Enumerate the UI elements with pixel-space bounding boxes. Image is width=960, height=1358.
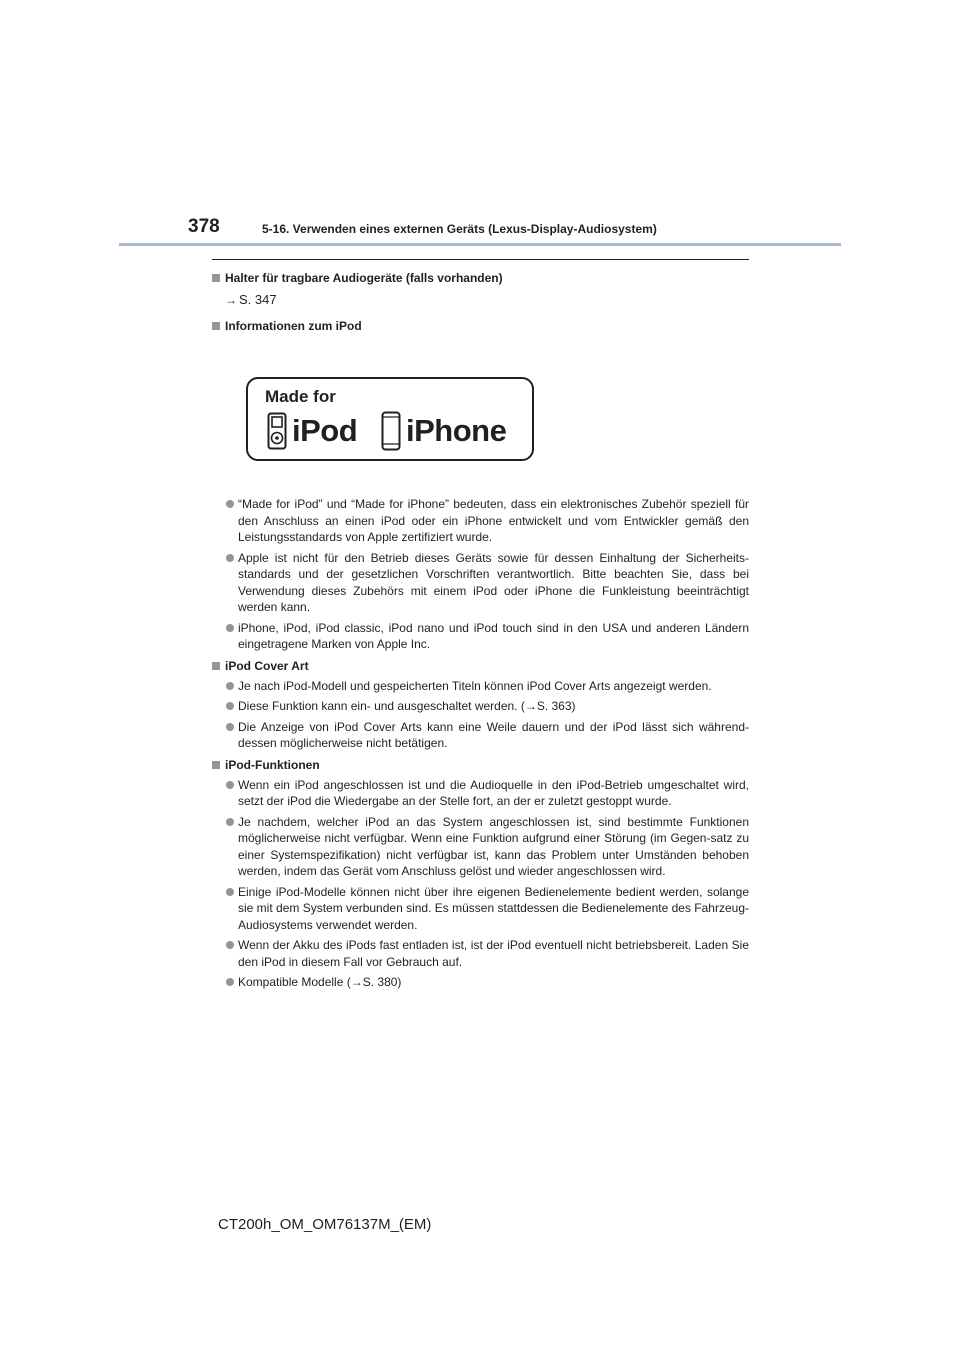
section-heading-holder <box>212 270 749 286</box>
square-bullet-icon <box>212 274 220 282</box>
list-item-text: iPhone, iPod, iPod classic, iPod nano und iPod touch sind in den USA und anderen Ländern eingetragene Marken von Apple Inc. <box>238 620 749 651</box>
logo-ipod-text: iPod <box>292 413 358 448</box>
section-heading-text: iPod-Funktionen <box>225 757 320 772</box>
square-bullet-icon <box>212 761 220 769</box>
list-item-text: Apple ist nicht für den Betrieb dieses Geräts sowie für dessen Einhaltung der Sicherheits-standards und der gesetzlichen Vorschriften verantwortlich. Bitte beachten Sie, dass bei Verwendung dieses Zubehörs mit einem iPod oder iPhone die Funkleistung beeinträchtigt werden kann. <box>238 550 749 614</box>
made-for-ipod-iphone-logo <box>246 377 534 461</box>
list-item-text: Wenn der Akku des iPods fast entladen ist, ist der iPod eventuell nicht betriebsbereit. Laden Sie den iPod in diesem Fall vor Gebrauch auf. <box>238 938 749 969</box>
page-reference-text: S. 347 <box>239 292 277 307</box>
list-item <box>226 678 749 695</box>
section-cover-art <box>212 658 749 752</box>
list-item-text: Je nachdem, welcher iPod an das System angeschlossen ist, sind bestimmte Funktionen möglicherweise nicht verfügbar. Wenn eine Funktion aufgrund einer Störung (im Gegen-satz zu einer Systemspezifikation) nicht verfügbar ist, kann das Problem unter Umständen behoben werden, indem das Gerät vom Anschluss gelöst und wieder angeschlossen wird. <box>238 814 749 878</box>
list-item <box>226 884 749 934</box>
bullet-list <box>212 496 749 653</box>
section-heading-ipod-functions <box>212 757 749 773</box>
list-item <box>226 937 749 970</box>
section-ipod-info <box>212 318 749 653</box>
round-bullet-icon <box>226 682 234 690</box>
list-item[interactable] <box>226 698 749 715</box>
list-item-text: Die Anzeige von iPod Cover Arts kann eine Weile dauern und der iPod lässt sich während-dessen möglicherweise nicht betätigen. <box>238 719 749 750</box>
list-item <box>226 777 749 810</box>
list-item <box>226 719 749 752</box>
list-item-text: Kompatible Modelle (→S. 380) <box>238 975 402 989</box>
round-bullet-icon <box>226 554 234 562</box>
header-rule <box>119 243 841 246</box>
round-bullet-icon <box>226 781 234 789</box>
list-item[interactable] <box>226 974 749 991</box>
list-item-text: Je nach iPod-Modell und gespeicherten Titeln können iPod Cover Arts angezeigt werden. <box>238 678 712 693</box>
list-item-text: “Made for iPod” und “Made for iPhone” bedeuten, dass ein elektronisches Zubehör speziell für den Anschluss an einen iPod oder ein iPhone entwickelt und vom Entwickler gemäß den Leistungsstandards von Apple zertifiziert wurde. <box>238 497 749 544</box>
section-heading-text: Informationen zum iPod <box>225 319 362 333</box>
bullet-list <box>212 777 749 991</box>
round-bullet-icon <box>226 818 234 826</box>
logo-caption: Made for <box>265 387 336 406</box>
list-item-text: Diese Funktion kann ein- und ausgeschaltet werden. (→S. 363) <box>238 699 576 713</box>
document-code: CT200h_OM_OM76137M_(EM) <box>218 1216 432 1233</box>
content <box>212 259 749 991</box>
list-item <box>226 550 749 616</box>
page-number: 378 <box>188 216 220 237</box>
section-heading-text: Halter für tragbare Audiogeräte (falls vorhanden) <box>225 271 503 285</box>
round-bullet-icon <box>226 500 234 508</box>
list-item-text: Einige iPod-Modelle können nicht über ihre eigenen Bedienelemente bedient werden, solange sie mit dem System verbunden sind. Es müssen stattdessen die Bedienelemente des Fahrzeug-Audiosystems verwendet werden. <box>238 884 749 932</box>
square-bullet-icon <box>212 662 220 670</box>
round-bullet-icon <box>226 624 234 632</box>
square-bullet-icon <box>212 322 220 330</box>
list-item <box>226 496 749 546</box>
section-heading-cover-art <box>212 658 749 674</box>
page-reference[interactable] <box>225 292 749 308</box>
section-holder <box>212 270 749 308</box>
section-heading-text: iPod Cover Art <box>225 658 309 673</box>
list-item <box>226 814 749 880</box>
round-bullet-icon <box>226 941 234 949</box>
bullet-list <box>212 678 749 752</box>
round-bullet-icon <box>226 978 234 986</box>
arrow-right-icon: → <box>225 293 237 307</box>
round-bullet-icon <box>226 723 234 731</box>
section-heading-ipod-info <box>212 318 749 334</box>
round-bullet-icon <box>226 888 234 896</box>
logo-iphone-text: iPhone <box>406 413 507 448</box>
list-item <box>226 620 749 653</box>
iphone-device-icon <box>381 411 401 451</box>
ipod-device-icon <box>267 412 287 450</box>
round-bullet-icon <box>226 702 234 710</box>
chapter-title: 5-16. Verwenden eines externen Geräts (Lexus-Display-Audiosystem) <box>262 222 657 236</box>
list-item-text: Wenn ein iPod angeschlossen ist und die Audioquelle in den iPod-Betrieb umgeschaltet wird, setzt der iPod die Wiedergabe an der Stelle fort, an der er zuletzt gestoppt wurde. <box>238 777 749 808</box>
section-ipod-functions <box>212 757 749 991</box>
